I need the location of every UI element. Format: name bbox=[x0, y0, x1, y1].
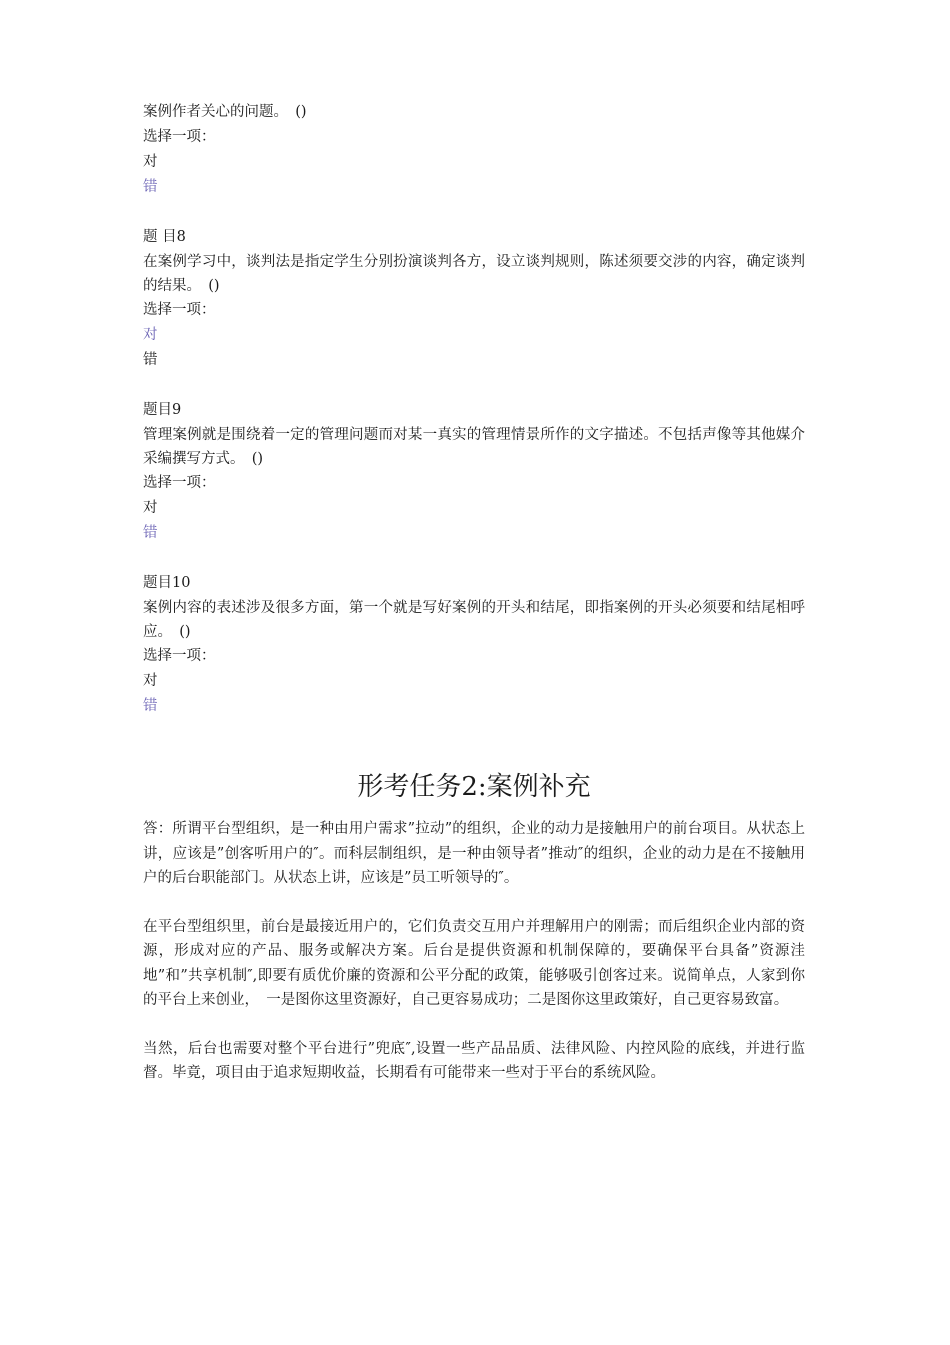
question-10-text: 案例内容的表述涉及很多方面，第一个就是写好案例的开头和结尾，即指案例的开头必须要和结尾相呼应。 () bbox=[143, 600, 805, 640]
question-10-option-false[interactable]: 错 bbox=[143, 698, 158, 714]
section-title: 形考任务2:案例补充 bbox=[357, 772, 591, 802]
section-paragraph-3: 当然，后台也需要对整个平台进行”兜底″,设置一些产品品质、法律风险、内控风险的底线，并进行监督。毕竟，项目由于追求短期收益，长期看有可能带来一些对于平台的系统风险。 bbox=[143, 1040, 805, 1081]
question-9-prompt: 选择一项： bbox=[143, 475, 216, 491]
question-7-block bbox=[143, 100, 805, 200]
question-8-option-false[interactable]: 错 bbox=[143, 352, 158, 368]
spacer bbox=[143, 373, 805, 398]
spacer bbox=[143, 546, 805, 571]
question-9-text: 管理案例就是围绕着一定的管理问题而对某一真实的管理情景所作的文字描述。不包括声像等其他媒介采编撰写方式。 () bbox=[143, 427, 805, 467]
question-7-prompt: 选择一项： bbox=[143, 129, 216, 145]
question-8-option-true[interactable]: 对 bbox=[143, 327, 158, 343]
spacer bbox=[143, 200, 805, 225]
question-8-prompt: 选择一项： bbox=[143, 302, 216, 318]
question-8-title: 题 目8 bbox=[143, 229, 186, 245]
question-10-title: 题目10 bbox=[143, 575, 191, 591]
question-8-block bbox=[143, 225, 805, 373]
document-page bbox=[143, 100, 805, 1110]
question-10-prompt: 选择一项： bbox=[143, 648, 216, 664]
question-10-block bbox=[143, 571, 805, 719]
question-7-option-true[interactable]: 对 bbox=[143, 154, 158, 170]
section-paragraph-1: 答：所谓平台型组织，是一种由用户需求”拉动”的组织，企业的动力是接触用户的前台项目。从状态上讲，应该是”创客听用户的″。而科层制组织，是一种由领导者”推动″的组织，企业的动力是在不接触用户的后台职能部门。从状态上讲，应该是”员工听领导的″。 bbox=[143, 821, 805, 886]
question-9-option-true[interactable]: 对 bbox=[143, 500, 158, 516]
question-10-option-true[interactable]: 对 bbox=[143, 673, 158, 689]
question-7-option-false[interactable]: 错 bbox=[143, 179, 158, 195]
question-9-title: 题目9 bbox=[143, 402, 182, 418]
question-8-text: 在案例学习中，谈判法是指定学生分别扮演谈判各方，设立谈判规则，陈述须要交涉的内容，确定谈判的结果。 () bbox=[143, 254, 805, 294]
question-7-text: 案例作者关心的问题。 () bbox=[143, 104, 307, 120]
section-paragraph-2: 在平台型组织里，前台是最接近用户的，它们负责交互用户并理解用户的刚需；而后组织企业内部的资源，形成对应的产品、服务或解决方案。后台是提供资源和机制保障的，要确保平台具备”资源洼地”和”共享机制″,即要有质优价廉的资源和公平分配的政策，能够吸引创客过来。说简单点，人家到你的平台上来创业， 一是图你这里资源好，自己更容易成功；二是图你这里政策好，自己更容易致富。 bbox=[143, 918, 805, 1008]
question-9-option-false[interactable]: 错 bbox=[143, 525, 158, 541]
question-9-block bbox=[143, 398, 805, 546]
